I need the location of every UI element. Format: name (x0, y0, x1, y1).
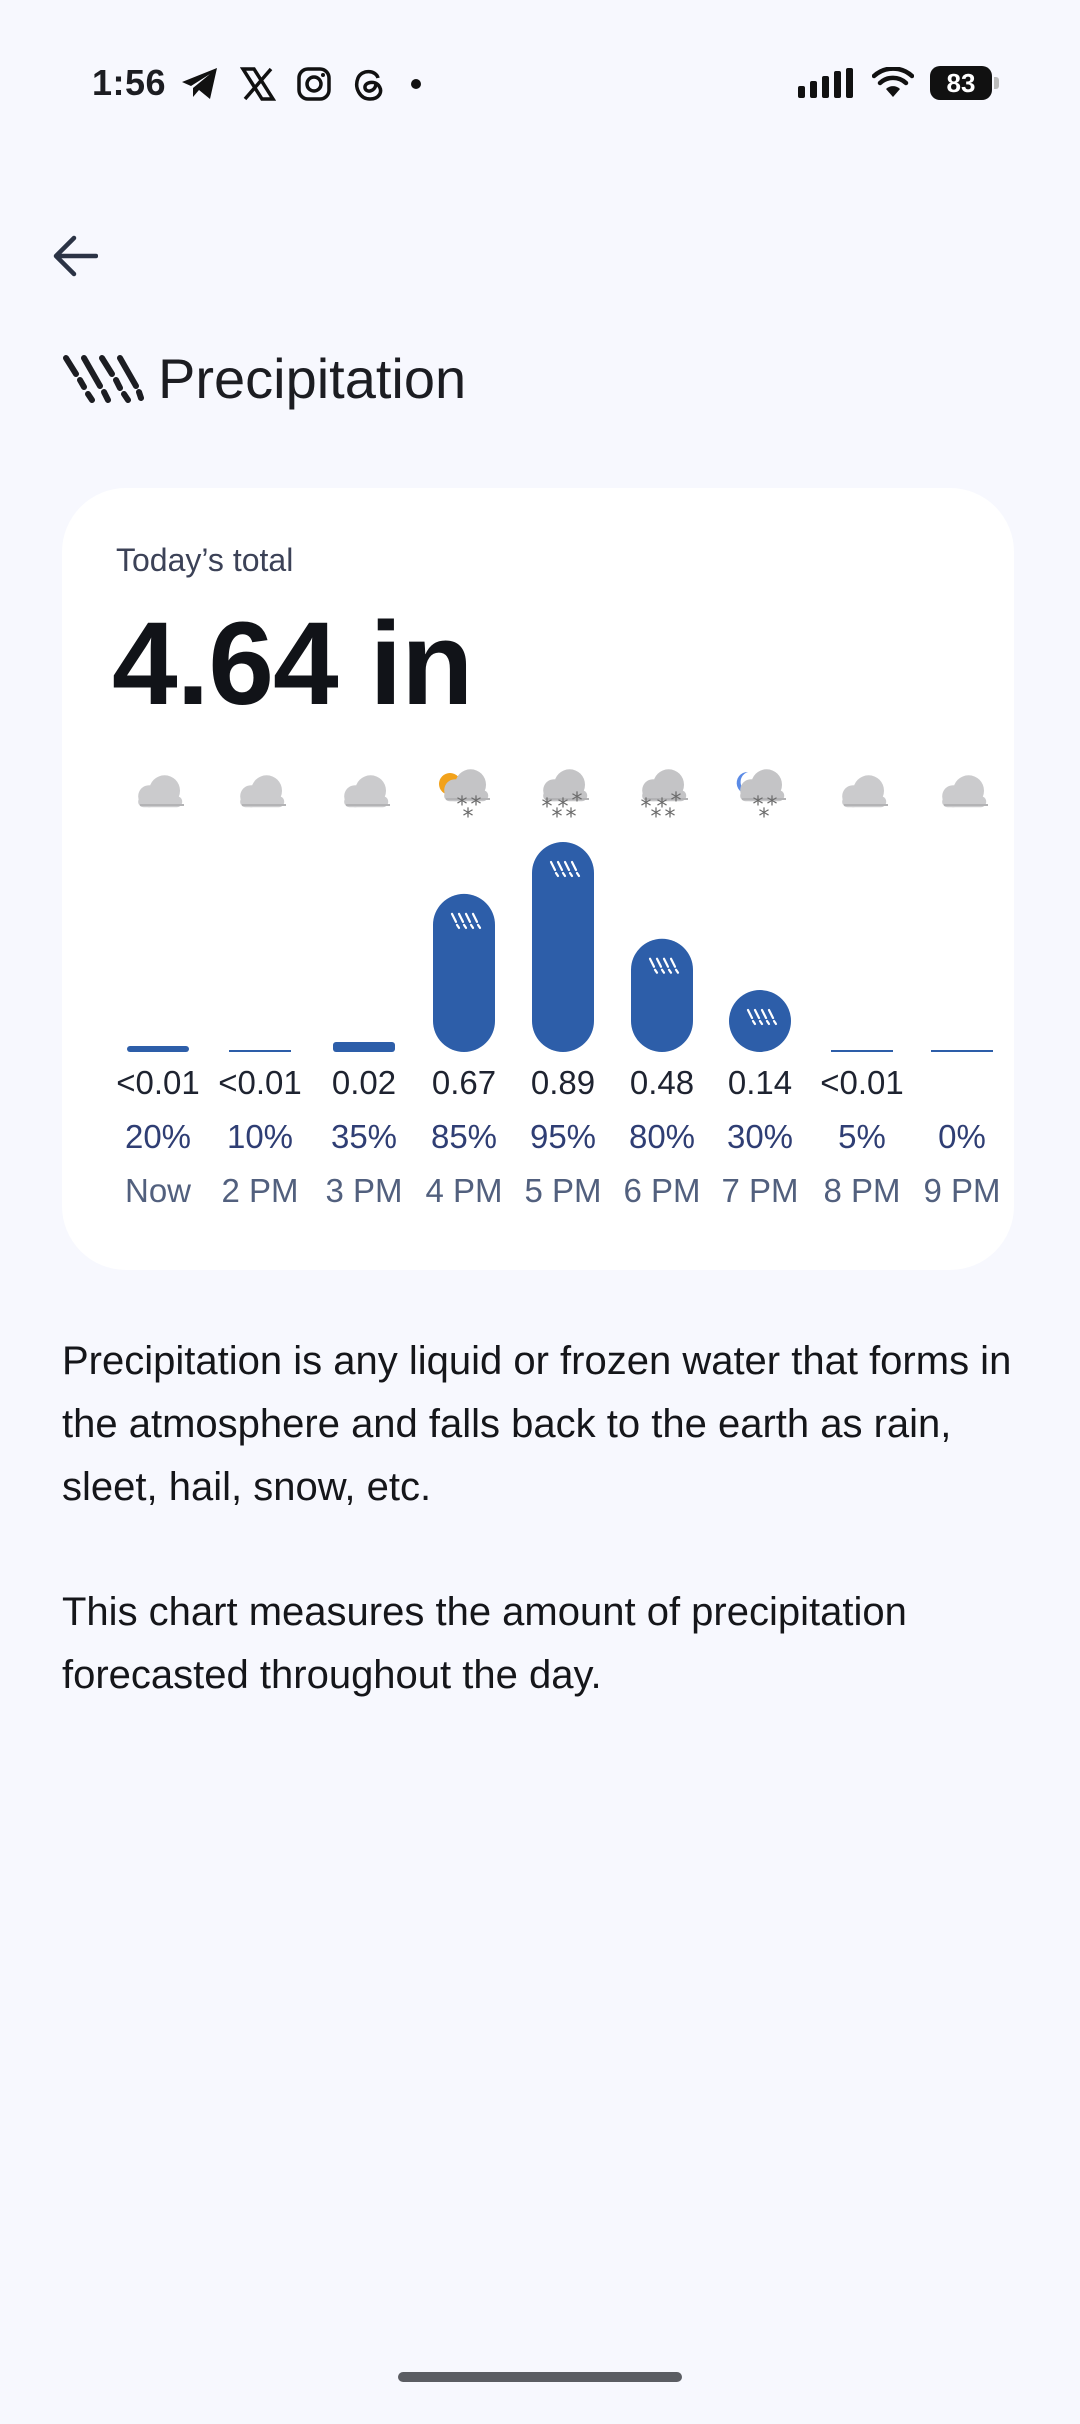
svg-text:*: * (470, 793, 482, 818)
weather-icon-cloudy (138, 775, 184, 807)
precip-bar (831, 1050, 893, 1052)
weather-icon-partly-cloudy-snow (439, 769, 490, 830)
description-paragraph-1: Precipitation is any liquid or frozen water that forms in the atmosphere and falls back to the earth as rain, sleet, hail, snow, etc. (62, 1339, 1012, 1509)
svg-text:*: * (670, 789, 682, 814)
amount-label: 0.67 (431, 1064, 497, 1101)
hour-label: 5 PM (524, 1172, 602, 1209)
hour-label: Now (124, 1172, 192, 1209)
svg-text:*: * (650, 805, 662, 830)
instagram-icon (296, 66, 332, 102)
page-title: Precipitation (158, 347, 467, 410)
precip-bar (931, 1050, 993, 1052)
amount-label: 0.89 (530, 1064, 596, 1101)
hour-label: 9 PM (923, 1172, 1001, 1209)
back-button[interactable] (44, 226, 104, 286)
svg-text:*: * (664, 805, 676, 830)
precip-bar (127, 1046, 189, 1052)
home-indicator[interactable] (398, 2372, 682, 2382)
svg-text:*: * (456, 793, 468, 818)
amount-label: <0.01 (820, 1064, 904, 1101)
telegram-icon (180, 66, 220, 102)
svg-text:*: * (551, 805, 563, 830)
probability-label: 85% (430, 1118, 498, 1155)
hour-label: 7 PM (721, 1172, 799, 1209)
weather-icon-snow (641, 769, 689, 830)
dot-icon (406, 66, 426, 102)
precipitation-card (62, 488, 1014, 1270)
svg-text:*: * (541, 795, 553, 820)
hour-label: 2 PM (221, 1172, 299, 1209)
wifi-icon (872, 67, 914, 99)
signal-icon (798, 68, 856, 98)
svg-text:*: * (758, 805, 770, 830)
hour-label: 6 PM (623, 1172, 701, 1209)
precip-bar (333, 1042, 395, 1052)
svg-text:*: * (752, 793, 764, 818)
probability-label: 95% (529, 1118, 597, 1155)
svg-text:*: * (656, 795, 668, 820)
probability-label: 30% (726, 1118, 794, 1155)
hour-label: 3 PM (325, 1172, 403, 1209)
amount-label: <0.01 (218, 1064, 302, 1101)
precip-bar (631, 939, 693, 1052)
weather-icon-cloudy (344, 775, 390, 807)
svg-text:*: * (766, 793, 778, 818)
system-status (798, 66, 992, 100)
description-paragraph-2: This chart measures the amount of precipitation forecasted throughout the day. (62, 1590, 907, 1697)
weather-icon-night-cloudy-snow (737, 769, 786, 830)
probability-label: 10% (226, 1118, 294, 1155)
weather-icon-cloudy (942, 775, 988, 807)
hour-label: 4 PM (425, 1172, 503, 1209)
weather-icon-cloudy (842, 775, 888, 807)
battery-icon: 83 (930, 66, 992, 100)
amount-label: 0.48 (629, 1064, 695, 1101)
amount-label: <0.01 (116, 1064, 200, 1101)
amount-label: 0.14 (727, 1064, 793, 1101)
svg-text:*: * (571, 789, 583, 814)
svg-text:*: * (462, 805, 474, 830)
page-title-row (62, 346, 466, 411)
notification-icons (180, 66, 426, 102)
precip-bar (229, 1050, 291, 1052)
svg-text:*: * (557, 795, 569, 820)
total-value: 4.64 in (112, 598, 473, 730)
threads-icon (352, 66, 386, 102)
probability-label: 35% (330, 1118, 398, 1155)
total-label: Today’s total (116, 542, 294, 578)
svg-text:*: * (640, 795, 652, 820)
status-time: 1:56 (92, 62, 167, 103)
weather-icon-snow (542, 769, 590, 830)
x-icon (240, 66, 276, 102)
probability-label: 80% (628, 1118, 696, 1155)
precip-bar (433, 894, 495, 1052)
weather-icon-cloudy (240, 775, 286, 807)
amount-label: 0.02 (331, 1064, 397, 1101)
probability-label: 0% (938, 1118, 986, 1155)
probability-label: 5% (838, 1118, 886, 1155)
hour-label: 8 PM (823, 1172, 901, 1209)
probability-label: 20% (124, 1118, 192, 1155)
precipitation-icon (62, 352, 144, 406)
status-bar (0, 0, 1080, 180)
arrow-left-icon (50, 234, 98, 278)
hourly-precipitation-chart (62, 488, 1014, 1270)
svg-text:*: * (565, 805, 577, 830)
